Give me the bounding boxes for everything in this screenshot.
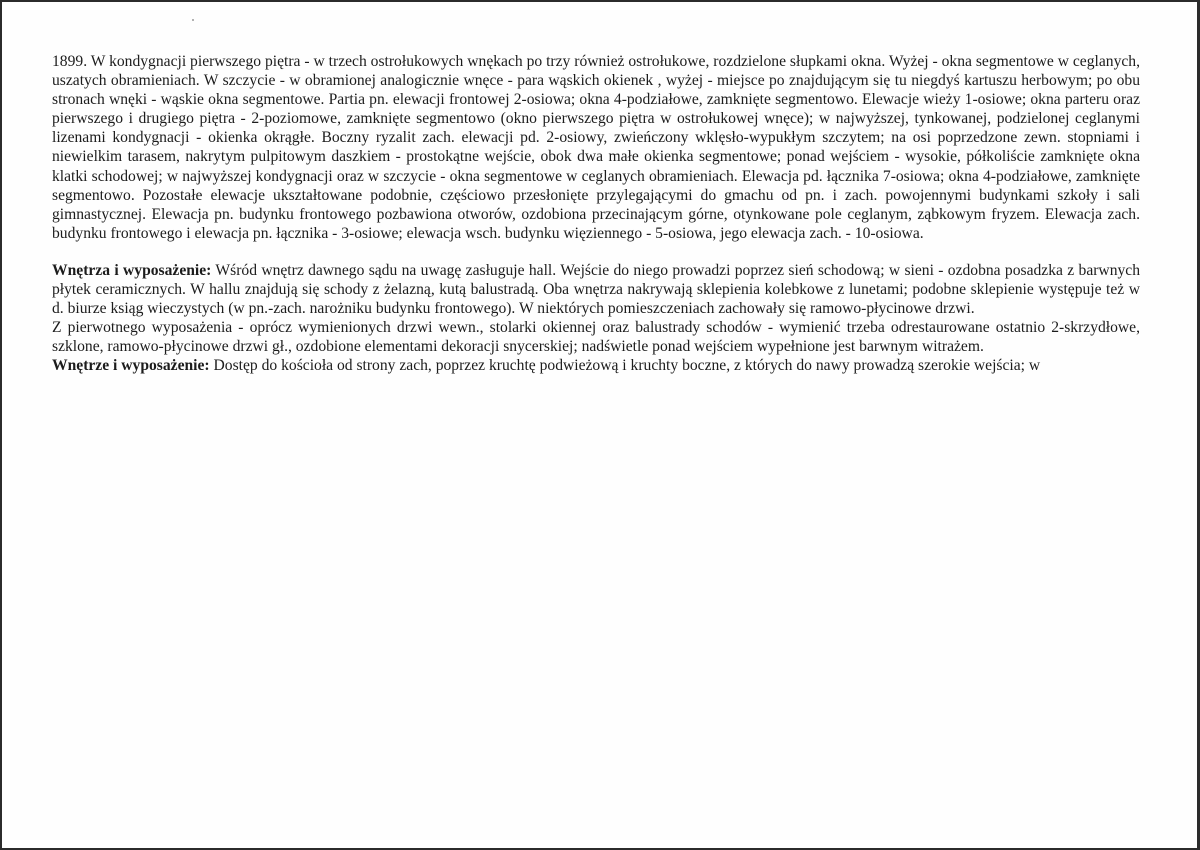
section-text-church-interior: Dostęp do kościoła od strony zach, poprzez kruchtę podwieżową i kruchty boczne, z których do nawy prowadzą szerokie wejścia; w	[209, 357, 1041, 375]
paragraph-gap	[52, 243, 1140, 261]
scan-speck	[192, 19, 194, 21]
paragraph-church-interior	[52, 356, 1140, 375]
paragraph-furnishings: Z pierwotnego wyposażenia - oprócz wymienionych drzwi wewn., stolarki okiennej oraz balustrady schodów - wymienić trzeba odrestaurowane ostatnio 2-skrzydłowe, szklone, ramowo-płycinowe drzwi gł., ozdobione elementami dekoracji snycerskiej; nadświetle ponad wejściem wypełnione jest barwnym witrażem.	[52, 319, 1140, 356]
section-heading-interiors: Wnętrza i wyposażenie:	[52, 261, 212, 279]
section-heading-church-interior: Wnętrze i wyposażenie:	[52, 357, 210, 375]
paragraph-interiors	[52, 261, 1140, 318]
paragraph-facades: 1899. W kondygnacji pierwszego piętra - w trzech ostrołukowych wnękach po trzy również ostrołukowe, rozdzielone słupkami okna. Wyżej - okna segmentowe w ceglanych, uszatych obramieniach. W szczycie - w obramionej analogicznie wnęce - para wąskich okienek , wyżej - miejsce po znajdującym się tu niegdyś kartuszu herbowym; po obu stronach wnęki - wąskie okna segmentowe. Partia pn. elewacji frontowej 2-osiowa; okna 4-podziałowe, zamknięte segmentowo. Elewacje wieży 1-osiowe; okna parteru oraz pierwszego i drugiego piętra - 2-poziomowe, zamknięte segmentowo (okno pierwszego piętra w ostrołukowej wnęce); w najwyższej, tynkowanej, podzielonej ceglanymi lizenami kondygnacji - okienka okrągłe. Boczny ryzalit zach. elewacji pd. 2-osiowy, zwieńczony wklęsło-wypukłym szczytem; na osi poprzedzone zewn. stopniami i niewielkim tarasem, nakrytym pulpitowym daszkiem - prostokątne wejście, obok dwa małe okienka segmentowe; ponad wejściem - wysokie, półkoliście zamknięte okna klatki schodowej; w najwyższej kondygnacji oraz w szczycie - okna segmentowe w ceglanych obramieniach. Elewacja pd. łącznika 7-osiowa; okna 4-podziałowe, zamknięte segmentowo. Pozostałe elewacje ukształtowane podobnie, częściowo przesłonięte przylegającymi do gmachu od pn. i zach. powojennymi budynkami szkoły i sali gimnastycznej. Elewacja pn. budynku frontowego pozbawiona otworów, ozdobiona przecinającym górne, otynkowane pole ceglanym, ząbkowym fryzem. Elewacja zach. budynku frontowego i elewacja pn. łącznika - 3-osiowe; elewacja wsch. budynku więziennego - 5-osiowa, jego elewacja zach. - 10-osiowa.	[52, 53, 1140, 242]
section-text-interiors: Wśród wnętrz dawnego sądu na uwagę zasługuje hall. Wejście do niego prowadzi poprzez sień schodową; w sieni - ozdobna posadzka z barwnych płytek ceramicznych. W hallu znajdują się schody z żelazną, kutą balustradą. Oba wnętrza nakrywają sklepienia kolebkowe z lunetami; podobne sklepienie występuje też w d. biurze ksiąg wieczystych (w pn.-zach. narożniku budynku frontowego). W niektórych pomieszczeniach zachowały się ramowo-płycinowe drzwi.	[52, 261, 1141, 318]
document-body	[52, 52, 1140, 376]
